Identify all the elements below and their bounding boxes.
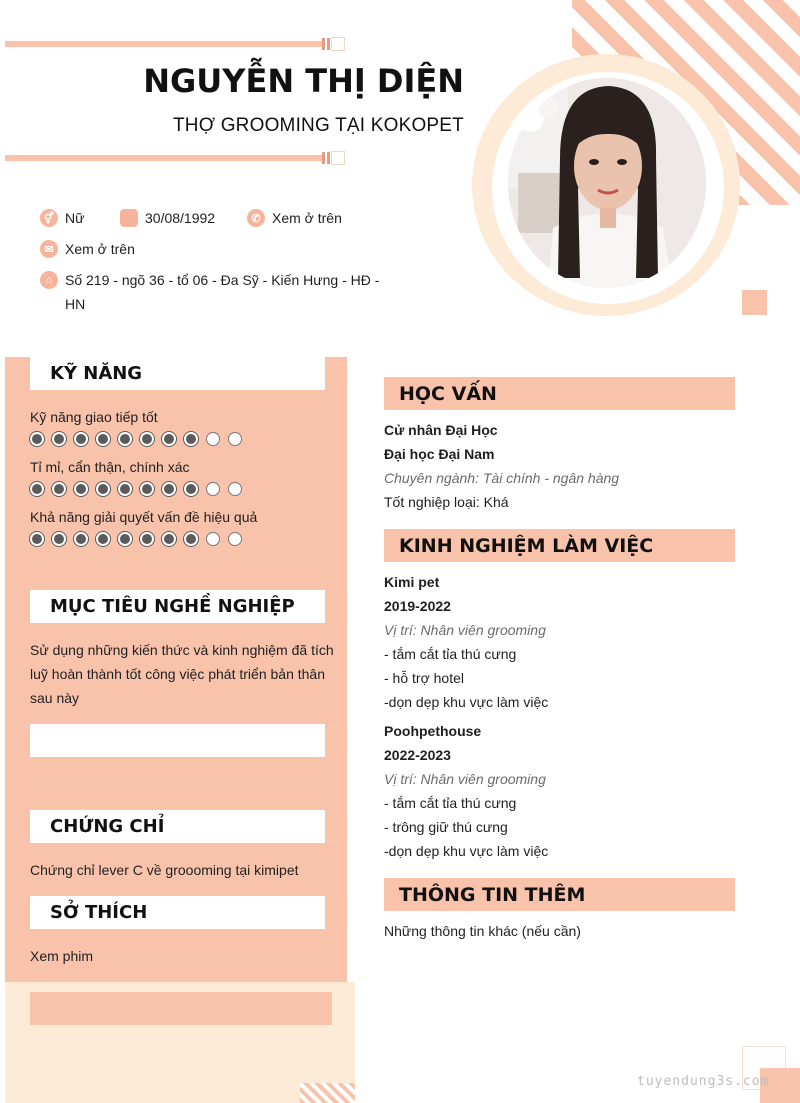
rating-dot-filled — [52, 532, 66, 546]
additional-text: Những thông tin khác (nếu cần) — [384, 923, 581, 939]
job-task: -dọn dẹp khu vực làm việc — [384, 694, 549, 710]
job-position: Vị trí: Nhân viên grooming — [384, 771, 546, 787]
certificate-text: Chứng chỉ lever C về groooming tại kimipet — [30, 862, 299, 878]
watermark: tuyendung3s.com — [637, 1074, 770, 1089]
job-company: Poohpethouse — [384, 723, 482, 739]
decorative-bar-top — [5, 41, 325, 47]
calendar-icon — [120, 209, 138, 227]
rating-dot-filled — [162, 482, 176, 496]
rating-dot-filled — [184, 532, 198, 546]
rating-dot-filled — [96, 482, 110, 496]
job-period: 2022-2023 — [384, 747, 451, 763]
rating-dot-filled — [30, 432, 44, 446]
job-task: - hỗ trợ hotel — [384, 670, 464, 686]
job-task: - tắm cắt tỉa thú cưng — [384, 646, 517, 662]
rating-dot-filled — [140, 432, 154, 446]
skill-label: Tỉ mỉ, cẩn thận, chính xác — [30, 459, 190, 475]
skill-label: Kỹ năng giao tiếp tốt — [30, 409, 158, 425]
education-heading: HỌC VẤN — [384, 377, 735, 410]
rating-dot-filled — [52, 432, 66, 446]
decorative-bar-tick — [322, 38, 325, 50]
square-decoration — [742, 290, 767, 315]
rating-dot-filled — [140, 532, 154, 546]
hobby-text: Xem phim — [30, 948, 94, 964]
rating-dot-filled — [74, 432, 88, 446]
skills-heading: KỸ NĂNG — [30, 356, 325, 390]
job-task: - trông giữ thú cưng — [384, 819, 508, 835]
decorative-bar-tick — [327, 152, 330, 164]
phone-icon: ✆ — [247, 209, 265, 227]
home-icon: ⌂ — [40, 271, 58, 289]
stripe-decoration-bottom-left — [300, 1083, 355, 1103]
email-value: Xem ở trên — [65, 241, 135, 257]
rating-dot-filled — [162, 532, 176, 546]
rating-dot-empty — [206, 532, 220, 546]
rating-dot-filled — [30, 532, 44, 546]
empty-section-box — [30, 724, 325, 757]
rating-dot-empty — [228, 432, 242, 446]
education-degree: Cử nhân Đại Học — [384, 422, 498, 438]
email-icon: ✉ — [40, 240, 58, 258]
avatar — [508, 78, 706, 288]
education-major: Chuyên ngành: Tài chính - ngân hàng — [384, 470, 620, 486]
decorative-bar-tick — [322, 152, 325, 164]
rating-dot-empty — [206, 482, 220, 496]
rating-dot-filled — [184, 482, 198, 496]
address-line-1: Số 219 - ngõ 36 - tổ 06 - Đa Sỹ - Kiến Hưng - HĐ - — [65, 272, 380, 288]
rating-dot-filled — [162, 432, 176, 446]
rating-dot-filled — [96, 432, 110, 446]
gender-icon: ⚥ — [40, 209, 58, 227]
education-graduation: Tốt nghiệp loại: Khá — [384, 494, 509, 510]
rating-dot-filled — [140, 482, 154, 496]
additional-heading: THÔNG TIN THÊM — [384, 878, 735, 911]
rating-dot-filled — [184, 432, 198, 446]
job-period: 2019-2022 — [384, 598, 451, 614]
rating-dot-filled — [74, 532, 88, 546]
rating-dot-filled — [30, 482, 44, 496]
skill-rating — [30, 432, 242, 446]
rating-dot-filled — [74, 482, 88, 496]
footer-block — [30, 992, 332, 1025]
job-company: Kimi pet — [384, 574, 440, 590]
rating-dot-empty — [228, 482, 242, 496]
education-school: Đại học Đại Nam — [384, 446, 495, 462]
objective-line: sau này — [30, 690, 80, 706]
rating-dot-filled — [118, 482, 132, 496]
rating-dot-filled — [52, 482, 66, 496]
rating-dot-empty — [228, 532, 242, 546]
objective-heading: MỤC TIÊU NGHỀ NGHIỆP — [30, 590, 325, 623]
decorative-bar-end — [331, 151, 345, 165]
decorative-bar-bottom — [5, 155, 325, 161]
rating-dot-filled — [118, 432, 132, 446]
skill-rating — [30, 482, 242, 496]
experience-heading: KINH NGHIỆM LÀM VIỆC — [384, 529, 735, 562]
job-task: -dọn dẹp khu vực làm việc — [384, 843, 549, 859]
objective-line: luỹ hoàn thành tốt công việc phát triển bản thân — [30, 666, 325, 682]
skill-label: Khả năng giải quyết vấn đề hiệu quả — [30, 509, 258, 525]
phone-value: Xem ở trên — [272, 210, 342, 226]
gender-value: Nữ — [65, 210, 85, 226]
decorative-bar-tick — [327, 38, 330, 50]
rating-dot-filled — [96, 532, 110, 546]
job-title: THỢ GROOMING TẠI KOKOPET — [173, 115, 464, 136]
rating-dot-filled — [118, 532, 132, 546]
certificates-heading: CHỨNG CHỈ — [30, 810, 325, 843]
rating-dot-empty — [206, 432, 220, 446]
job-task: - tắm cắt tỉa thú cưng — [384, 795, 517, 811]
hobbies-heading: SỞ THÍCH — [30, 896, 325, 929]
decorative-bar-end — [331, 37, 345, 51]
job-position: Vị trí: Nhân viên grooming — [384, 622, 546, 638]
candidate-name: NGUYỄN THỊ DIỆN — [143, 62, 464, 100]
birthday-value: 30/08/1992 — [145, 210, 216, 226]
address-line-2: HN — [65, 296, 86, 312]
skill-rating — [30, 532, 242, 546]
objective-line: Sử dụng những kiến thức và kinh nghiệm đã tích — [30, 642, 334, 658]
